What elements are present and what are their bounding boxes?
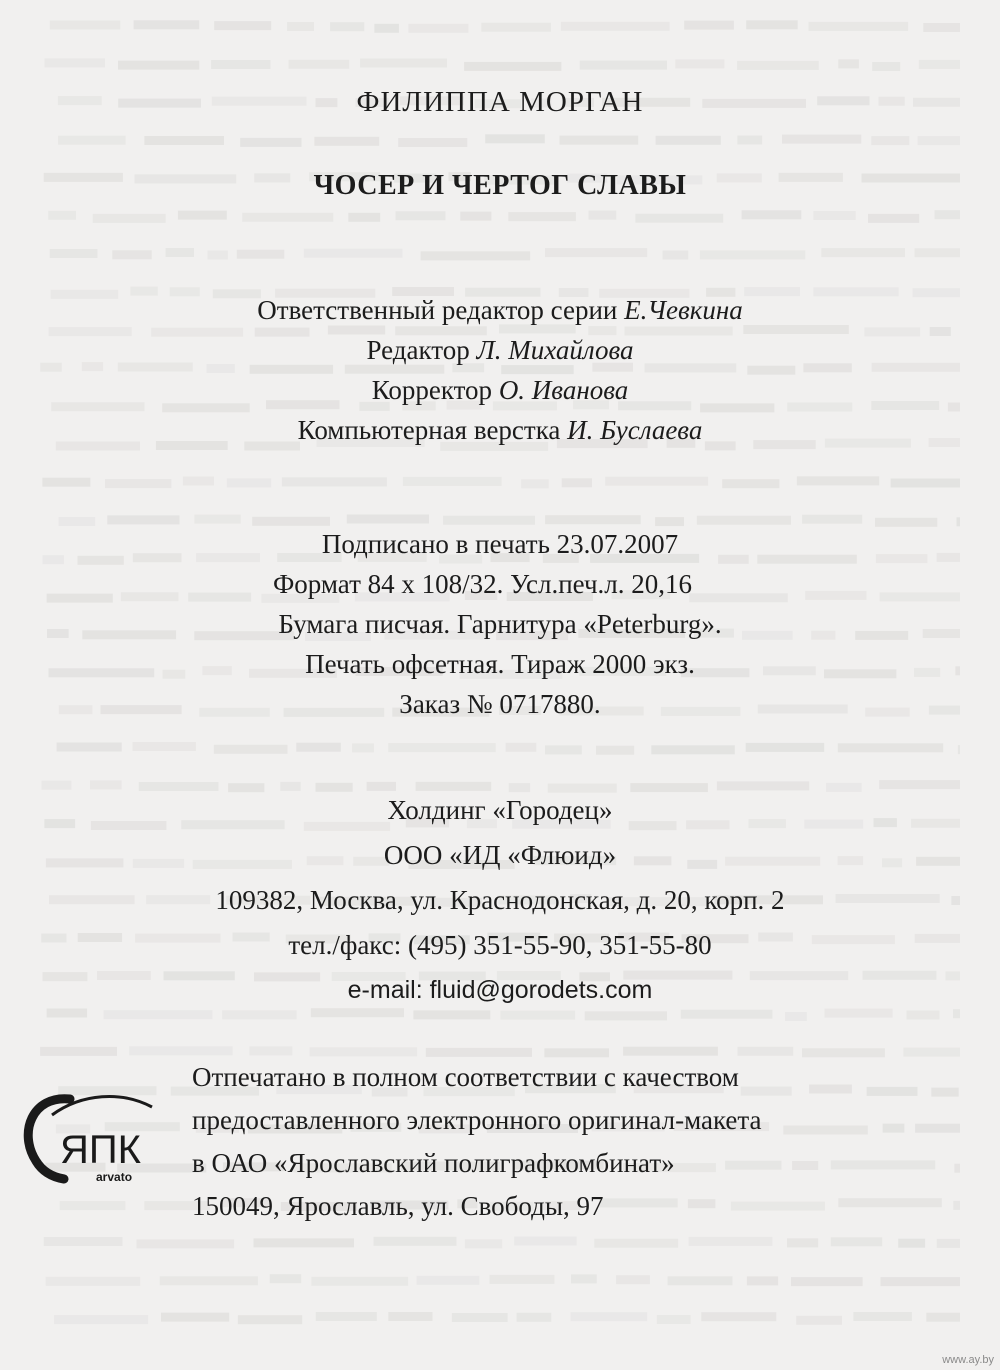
credit-name: И. Буслаева — [567, 415, 703, 445]
logo-subtext: arvato — [96, 1170, 133, 1184]
printer-line: Отпечатано в полном соответствии с качеством — [192, 1062, 739, 1092]
credits-block — [0, 290, 1000, 450]
printer-block — [192, 1056, 952, 1228]
credit-series-editor — [0, 290, 1000, 330]
printer-logo — [12, 1085, 182, 1185]
publisher-company: ООО «ИД «Флюид» — [383, 840, 617, 870]
credit-layout — [0, 410, 1000, 450]
credit-role: Ответственный редактор серии — [257, 295, 625, 325]
publisher-holding: Холдинг «Городец» — [387, 795, 613, 825]
credit-proofreader — [0, 370, 1000, 410]
credit-role: Корректор — [371, 375, 499, 405]
publisher-phone: тел./факс: (495) 351-55-90, 351-55-80 — [288, 930, 712, 960]
publisher-email: e-mail: fluid@gorodets.com — [347, 976, 653, 1004]
imprint-order: Заказ № 0717880. — [399, 689, 601, 719]
credit-name: Е.Чевкина — [624, 295, 743, 325]
imprint-format: Формат 84 x 108/32. Усл.печ.л. 20,16 — [272, 569, 693, 599]
credit-role: Редактор — [366, 335, 477, 365]
book-author: ФИЛИППА МОРГАН — [356, 86, 644, 118]
imprint-signed-date: Подписано в печать 23.07.2007 — [321, 529, 679, 559]
printer-line: в ОАО «Ярославский полиграфкомбинат» — [192, 1148, 675, 1178]
credit-name: О. Иванова — [498, 375, 629, 405]
printer-address: 150049, Ярославль, ул. Свободы, 97 — [192, 1191, 604, 1221]
imprint-block — [0, 524, 1000, 724]
publisher-block — [0, 788, 1000, 1013]
credit-role: Компьютерная верстка — [297, 415, 568, 445]
imprint-paper: Бумага писчая. Гарнитура «Peterburg». — [278, 609, 722, 639]
credit-name: Л. Михайлова — [476, 335, 634, 365]
imprint-print-run: Печать офсетная. Тираж 2000 экз. — [305, 649, 695, 679]
logo-text: ЯПК — [60, 1128, 141, 1172]
book-title: ЧОСЕР И ЧЕРТОГ СЛАВЫ — [313, 170, 687, 201]
watermark: www.ay.by — [942, 1354, 994, 1366]
printer-line: предоставленного электронного оригинал-макета — [192, 1105, 762, 1135]
publisher-address: 109382, Москва, ул. Краснодонская, д. 20, корп. 2 — [215, 885, 785, 915]
credit-editor — [0, 330, 1000, 370]
